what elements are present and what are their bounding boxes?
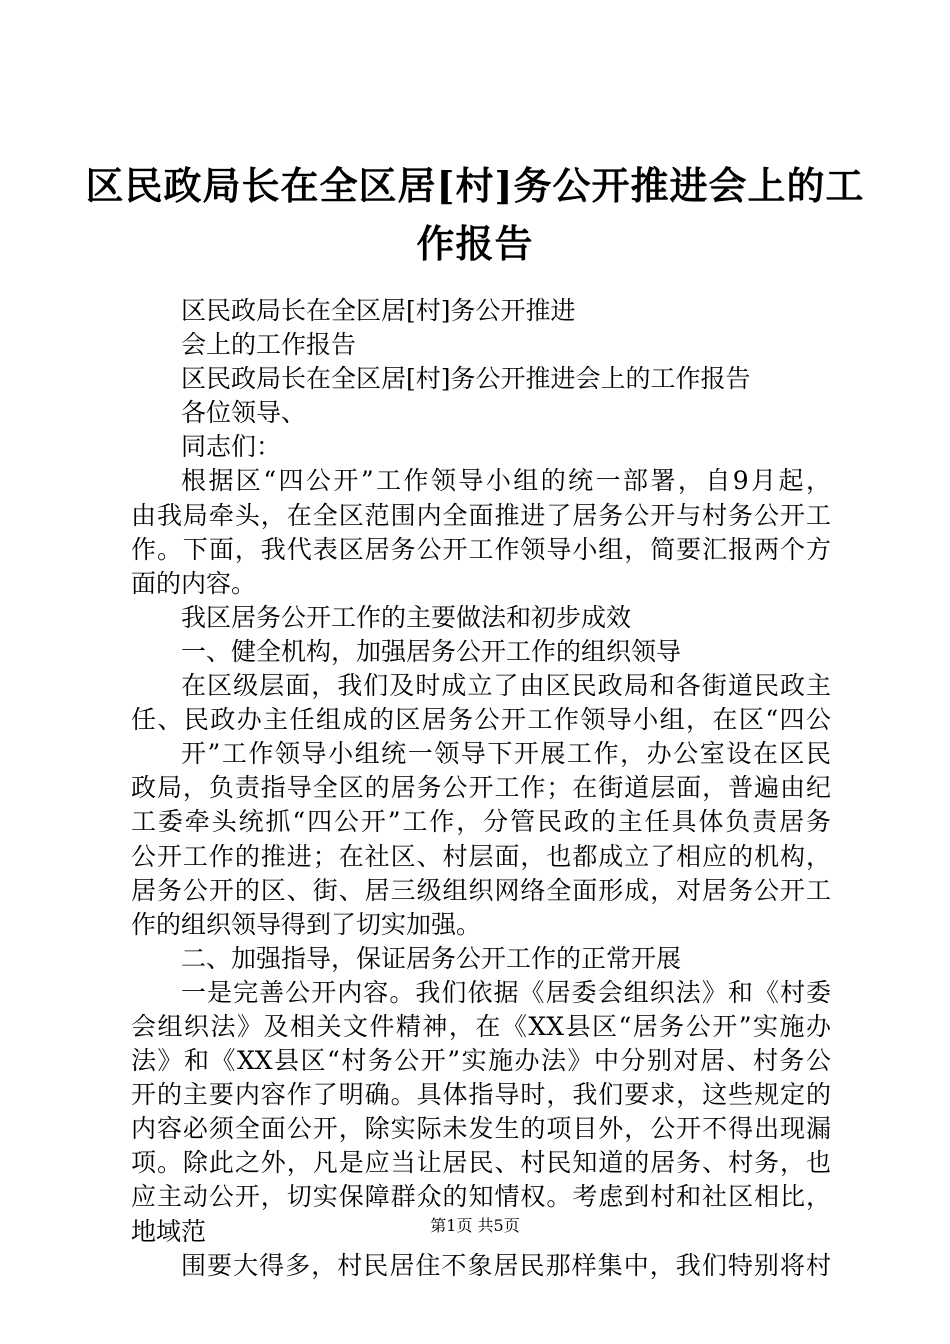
section-heading: 二、加强指导，保证居务公开工作的正常开展 [181,943,682,973]
body-line: 由我局牵头，在全区范围内全面推进了居务公开与村务公开工 [131,500,831,530]
body-line: 会组织法》及相关文件精神，在《XX县区“居务公开”实施办 [131,1011,831,1041]
document-title-line-2: 作报告 [416,221,534,266]
body-line: 开的主要内容作了明确。具体指导时，我们要求，这些规定的 [131,1080,831,1110]
body-line: 内容必须全面公开，除实际未发生的项目外，公开不得出现漏 [131,1114,831,1144]
body-line: 一是完善公开内容。我们依据《居委会组织法》和《村委 [181,977,831,1007]
body-line: 地域范 [131,1216,207,1246]
body-line: 根据区“四公开”工作领导小组的统一部署，自9月起， [181,466,831,496]
section-heading: 我区居务公开工作的主要做法和初步成效 [181,602,632,632]
body-line: 区民政局长在全区居[村]务公开推进会上的工作报告 [181,364,751,394]
body-line: 应主动公开，切实保障群众的知情权。考虑到村和社区相比， [131,1182,831,1212]
body-line: 任、民政办主任组成的区居务公开工作领导小组，在区“四公 [131,705,831,735]
body-line: 面的内容。 [131,568,257,598]
body-line: 作的组织领导得到了切实加强。 [131,909,482,939]
body-line: 公开工作的推进；在社区、村层面，也都成立了相应的机构， [131,841,831,871]
body-line: 工委牵头统抓“四公开”工作，分管民政的主任具体负责居务 [131,807,831,837]
body-line: 同志们： [181,432,282,462]
body-line: 作。下面，我代表区居务公开工作领导小组，简要汇报两个方 [131,534,831,564]
body-line: 在区级层面，我们及时成立了由区民政局和各街道民政主 [181,671,831,701]
body-line: 围要大得多，村民居住不象居民那样集中，我们特别将村 [181,1250,831,1280]
body-line: 政局，负责指导全区的居务公开工作；在街道层面，普遍由纪 [131,773,831,803]
body-line: 项。除此之外，凡是应当让居民、村民知道的居务、村务，也 [131,1148,831,1178]
body-line: 开”工作领导小组统一领导下开展工作，办公室设在区民 [181,739,831,769]
body-line: 会上的工作报告 [181,330,357,360]
document-body [131,294,831,1283]
section-heading: 一、健全机构，加强居务公开工作的组织领导 [181,636,682,666]
body-line: 居务公开的区、街、居三级组织网络全面形成，对居务公开工 [131,875,831,905]
body-line: 各位领导、 [181,398,307,428]
body-line: 法》和《XX县区“村务公开”实施办法》中分别对居、村务公 [131,1046,831,1076]
body-line: 区民政局长在全区居[村]务公开推进 [181,296,576,325]
page-number-footer: 第1页 共5页 [430,1216,520,1235]
document-title-line-1: 区民政局长在全区居[村]务公开推进会上的工 [85,163,865,208]
